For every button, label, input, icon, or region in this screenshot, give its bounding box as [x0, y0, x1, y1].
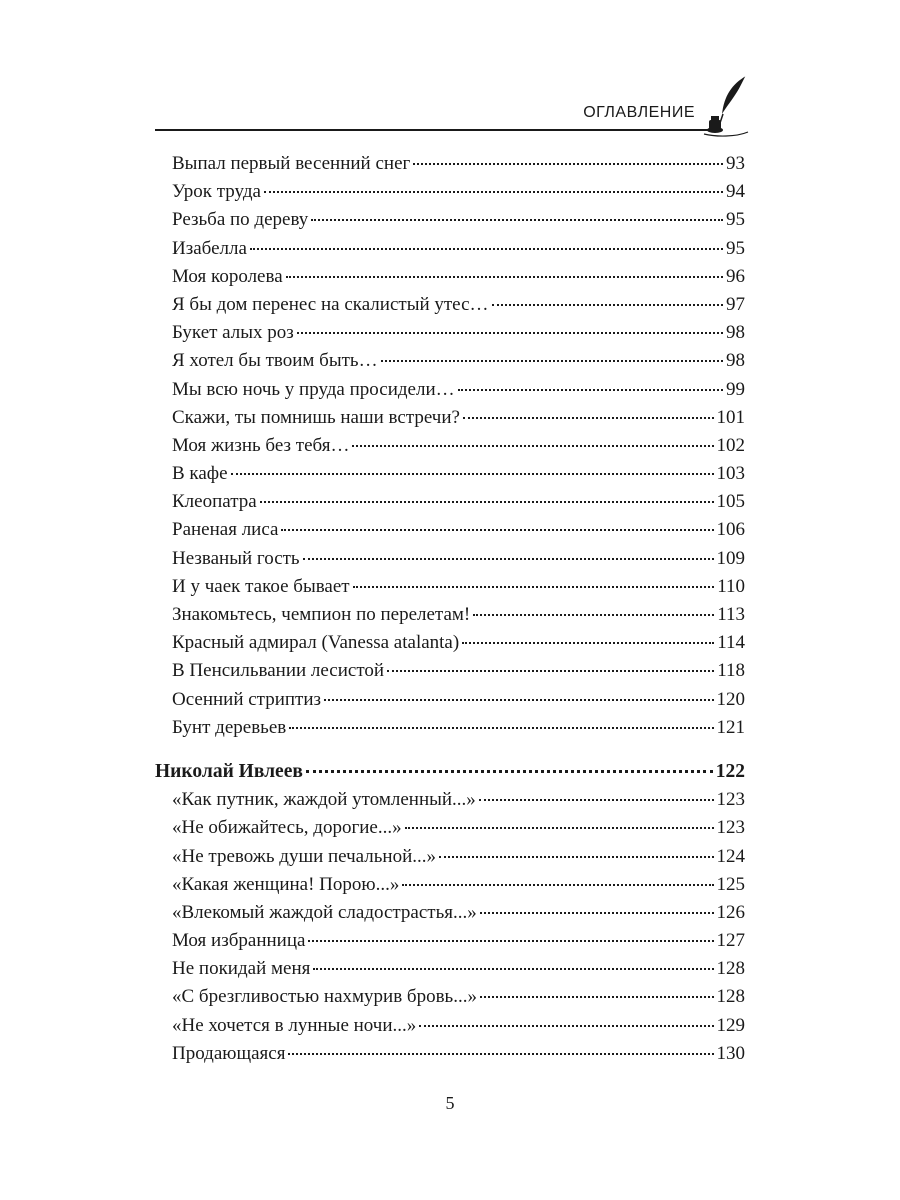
dot-leader — [260, 501, 714, 503]
toc-entry[interactable] — [155, 347, 745, 375]
toc-entry-title: Букет алых роз — [172, 322, 294, 344]
toc-entry-page: 128 — [716, 958, 745, 980]
dot-leader — [311, 219, 723, 221]
toc-entry[interactable] — [155, 686, 745, 714]
toc-author-entry[interactable] — [155, 758, 745, 786]
toc-entry[interactable] — [155, 601, 745, 629]
dot-leader — [286, 276, 723, 278]
toc-entry-page: 101 — [716, 406, 745, 428]
dot-leader — [413, 163, 723, 165]
toc-entry-title: Продающаяся — [172, 1042, 286, 1064]
toc-entry-page: 103 — [716, 463, 745, 485]
toc-entry[interactable] — [155, 714, 745, 742]
toc-entry[interactable] — [155, 629, 745, 657]
dot-leader — [306, 770, 713, 773]
dot-leader — [313, 968, 713, 970]
dot-leader — [402, 884, 713, 886]
dot-leader — [289, 727, 713, 729]
dot-leader — [458, 389, 723, 391]
toc-entry-title: «Как путник, жаждой утомленный...» — [172, 789, 476, 811]
dot-leader — [297, 332, 723, 334]
toc-entry-page: 93 — [726, 153, 745, 174]
dot-leader — [381, 360, 723, 362]
toc-entry[interactable] — [155, 404, 745, 432]
toc-entry[interactable] — [155, 432, 745, 460]
toc-entry-page: 125 — [716, 873, 745, 895]
toc-entry-title: «Влекомый жаждой сладострастья...» — [172, 901, 477, 923]
table-of-contents — [155, 150, 745, 1068]
toc-entry-title: Мы всю ночь у пруда просидели… — [172, 378, 455, 400]
header-rule — [155, 129, 710, 131]
toc-entry-title: Выпал первый весенний снег — [172, 153, 411, 174]
toc-entry[interactable] — [155, 376, 745, 404]
dot-leader — [353, 586, 715, 588]
page-header — [155, 74, 750, 134]
toc-entry-title: Урок труда — [172, 181, 261, 203]
toc-entry[interactable] — [155, 319, 745, 347]
toc-author-page: 122 — [715, 760, 745, 782]
dot-leader — [480, 996, 714, 998]
toc-entry-title: Скажи, ты помнишь наши встречи? — [172, 406, 460, 428]
toc-entry-title: Незваный гость — [172, 547, 300, 569]
dot-leader — [250, 248, 723, 250]
toc-entry-page: 126 — [716, 901, 745, 923]
toc-entry[interactable] — [155, 460, 745, 488]
toc-entry[interactable] — [155, 786, 745, 814]
dot-leader — [264, 191, 723, 193]
toc-entry-page: 123 — [716, 817, 745, 839]
toc-entry-title: «Не обижайтесь, дорогие...» — [172, 817, 402, 839]
header-title: ОГЛАВЛЕНИЕ — [583, 104, 695, 121]
toc-entry-page: 118 — [717, 660, 745, 682]
toc-entry[interactable] — [155, 1012, 745, 1040]
toc-entry[interactable] — [155, 899, 745, 927]
dot-leader — [281, 529, 713, 531]
toc-entry[interactable] — [155, 1040, 745, 1068]
toc-entry[interactable] — [155, 843, 745, 871]
toc-entry[interactable] — [155, 516, 745, 544]
toc-entry-page: 95 — [726, 237, 745, 259]
page-number: 5 — [445, 1093, 455, 1113]
toc-entry-title: Моя жизнь без тебя… — [172, 434, 350, 456]
toc-entry[interactable] — [155, 291, 745, 319]
toc-entry[interactable] — [155, 955, 745, 983]
toc-entry-title: «Не хочется в лунные ночи...» — [172, 1014, 417, 1036]
toc-entry-title: Знакомьтесь, чемпион по перелетам! — [172, 604, 471, 625]
dot-leader — [405, 827, 714, 829]
toc-entry[interactable] — [155, 545, 745, 573]
toc-entry[interactable] — [155, 206, 745, 234]
toc-entry-title: Я бы дом перенес на скалистый утес… — [172, 293, 489, 315]
dot-leader — [288, 1053, 713, 1055]
dot-leader — [308, 940, 713, 942]
dot-leader — [352, 445, 713, 447]
toc-entry-title: Бунт деревьев — [172, 716, 287, 738]
dot-leader — [231, 473, 714, 475]
toc-entry[interactable] — [155, 178, 745, 206]
toc-entry-page: 130 — [716, 1042, 745, 1064]
dot-leader — [439, 856, 713, 858]
toc-entry-page: 124 — [716, 845, 745, 867]
toc-entry[interactable] — [155, 150, 745, 178]
toc-entry-page: 95 — [726, 209, 745, 231]
toc-author-name: Николай Ивлеев — [155, 760, 303, 782]
toc-entry[interactable] — [155, 983, 745, 1011]
toc-entry-page: 96 — [726, 265, 745, 287]
toc-entry-page: 120 — [716, 688, 745, 710]
toc-entry-title: Не покидай меня — [172, 958, 311, 980]
toc-entry-page: 106 — [716, 519, 745, 541]
toc-entries-list — [155, 150, 745, 742]
dot-leader — [480, 912, 714, 914]
toc-entry-title: Изабелла — [172, 237, 247, 259]
toc-entry-title: «С брезгливостью нахмурив бровь...» — [172, 986, 477, 1008]
toc-entry[interactable] — [155, 235, 745, 263]
toc-entry-page: 98 — [726, 322, 745, 344]
toc-entry-page: 102 — [716, 434, 745, 456]
toc-entry-page: 129 — [716, 1014, 745, 1036]
dot-leader — [479, 799, 714, 801]
dot-leader — [492, 304, 723, 306]
toc-entry-page: 121 — [716, 716, 745, 738]
toc-entry-title: В кафе — [172, 463, 228, 485]
toc-entry-page: 94 — [726, 181, 745, 203]
toc-entry-title: Красный адмирал (Vanessa atalanta) — [172, 632, 460, 654]
toc-entry-page: 97 — [726, 293, 745, 315]
dot-leader — [473, 614, 714, 616]
dot-leader — [463, 417, 714, 419]
toc-entry-title: Раненая лиса — [172, 519, 279, 541]
dot-leader — [419, 1025, 713, 1027]
toc-entry[interactable] — [155, 871, 745, 899]
toc-entry-page: 109 — [716, 547, 745, 569]
dot-leader — [387, 670, 714, 672]
toc-entry[interactable] — [155, 488, 745, 516]
toc-entry-title: Клеопатра — [172, 491, 257, 513]
toc-entry-page: 123 — [716, 789, 745, 811]
toc-entry-title: «Не тревожь души печальной...» — [172, 845, 437, 867]
toc-entry-page: 110 — [717, 575, 745, 597]
dot-leader — [324, 699, 713, 701]
toc-entry-title: «Какая женщина! Порою...» — [172, 873, 400, 895]
dot-leader — [462, 642, 714, 644]
toc-entry[interactable] — [155, 927, 745, 955]
toc-entry[interactable] — [155, 814, 745, 842]
toc-entry-title: Резьба по дереву — [172, 209, 309, 231]
toc-entry-title: Я хотел бы твоим быть… — [172, 350, 378, 372]
toc-entry-title: Моя избранница — [172, 930, 306, 952]
toc-entry-title: Моя королева — [172, 265, 283, 287]
toc-entry-page: 99 — [726, 378, 745, 400]
toc-entry-page: 98 — [726, 350, 745, 372]
toc-entry-title: И у чаек такое бывает — [172, 575, 350, 597]
dot-leader — [303, 558, 714, 560]
toc-entry-page: 127 — [716, 930, 745, 952]
toc-entry[interactable] — [155, 657, 745, 685]
toc-author-entries-list — [155, 786, 745, 1068]
toc-entry-page: 114 — [717, 632, 745, 654]
toc-entry-title: Осенний стриптиз — [172, 688, 322, 710]
toc-entry-page: 113 — [717, 604, 745, 625]
toc-entry-page: 105 — [716, 491, 745, 513]
toc-entry-page: 128 — [716, 986, 745, 1008]
toc-entry[interactable] — [155, 573, 745, 601]
toc-entry[interactable] — [155, 263, 745, 291]
quill-inkwell-icon — [702, 74, 750, 138]
toc-entry-title: В Пенсильвании лесистой — [172, 660, 385, 682]
